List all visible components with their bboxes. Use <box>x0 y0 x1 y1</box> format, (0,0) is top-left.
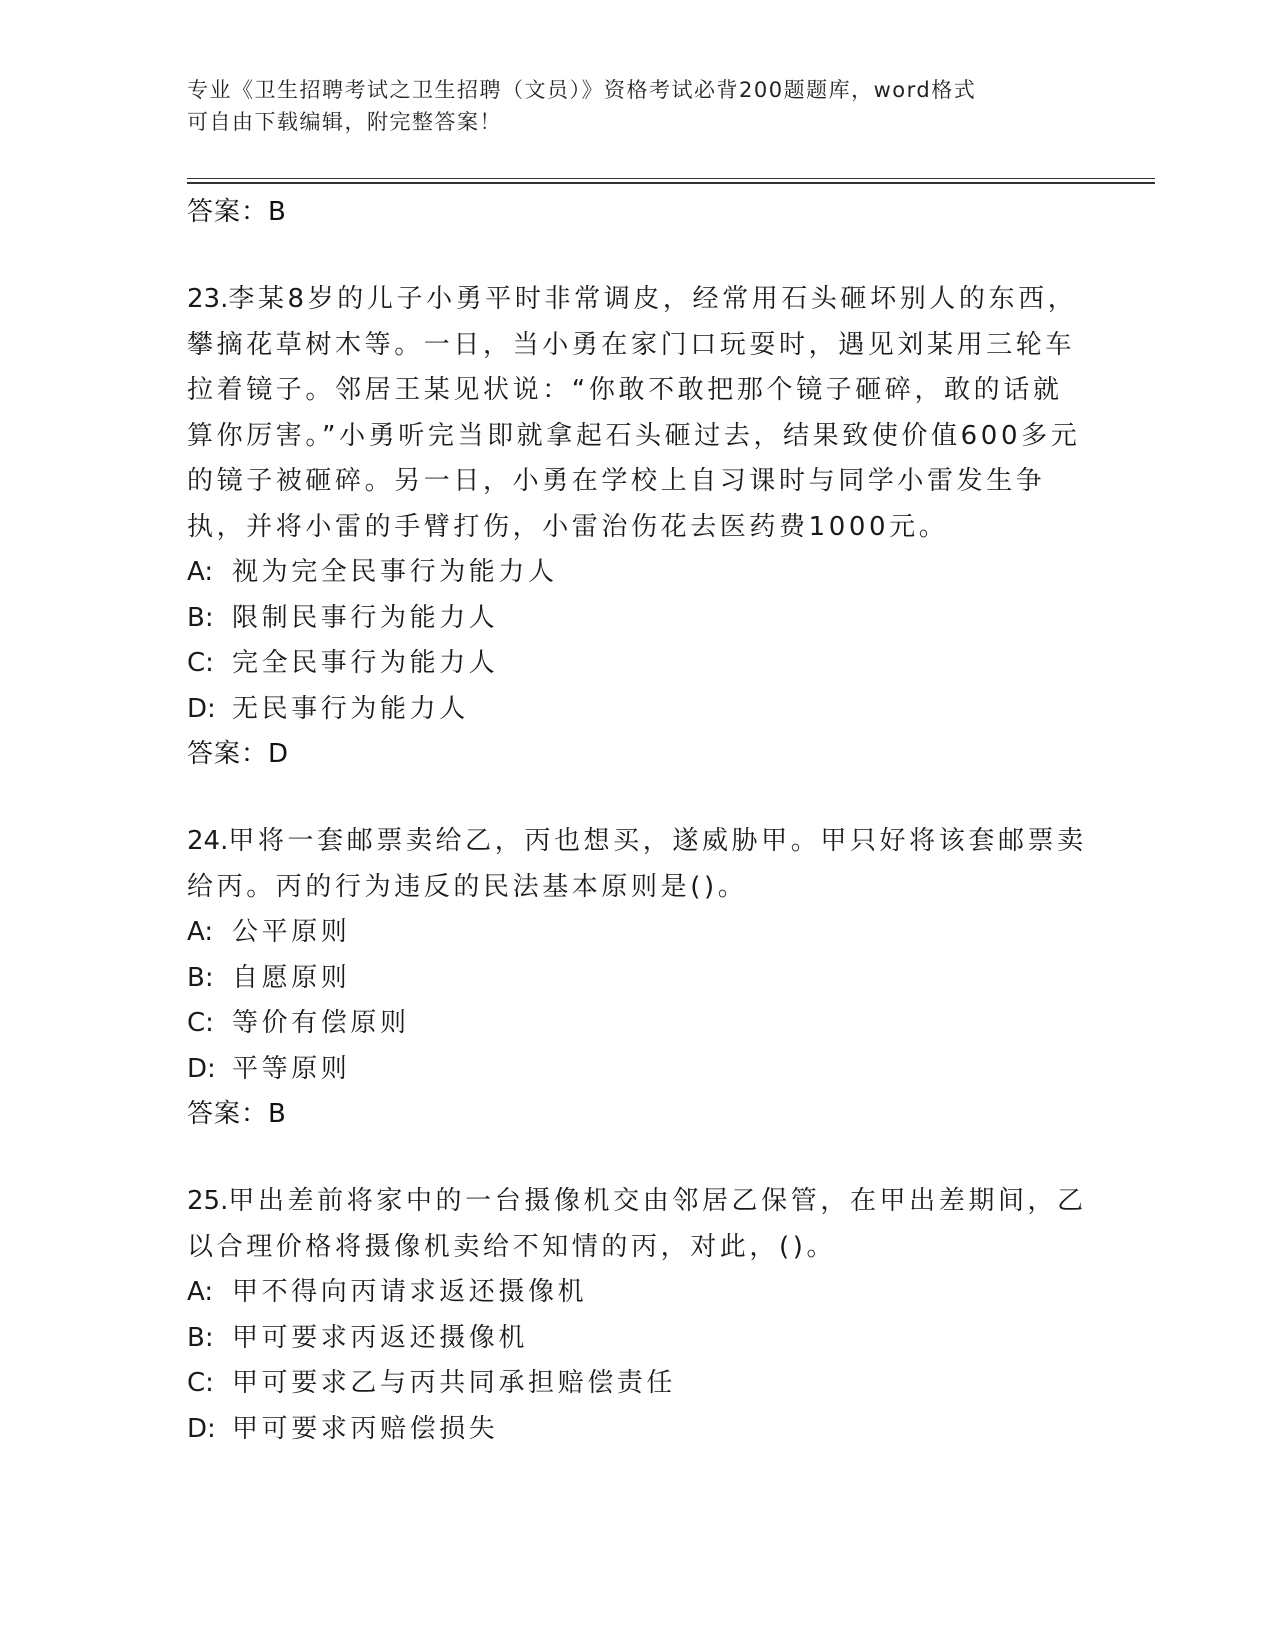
option-b <box>187 596 1087 642</box>
option-text: 甲可要求丙返还摄像机 <box>232 1322 529 1353</box>
option-d <box>187 1407 1087 1453</box>
question-number: 23. <box>187 284 229 314</box>
option-text: 视为完全民事行为能力人 <box>232 557 558 587</box>
option-b <box>187 1316 1087 1362</box>
option-letter: B: <box>187 1322 214 1353</box>
exam-content <box>187 190 1087 1452</box>
question-text: 李某8岁的儿子小勇平时非常调皮，经常用石头砸坏别人的东西，攀摘花草树木等。一日，当小勇在家门口玩耍时，遇见刘某用三轮车拉着镜子。邻居王某见状说：“你敢不敢把那个镜子砸碎，敢的话就算你厉害。”小勇听完当即就拿起石头砸过去，结果致使价值600多元的镜子被砸碎。另一日，小勇在学校上自习课时与同学小雷发生争执，并将小雷的手臂打伤，小雷治伤花去医药费1000元。 <box>187 284 1081 542</box>
option-letter: A: <box>187 557 214 587</box>
header-divider-thick <box>187 182 1155 184</box>
option-text: 甲可要求乙与丙共同承担赔偿责任 <box>232 1368 677 1398</box>
option-text: 等价有偿原则 <box>232 1008 410 1038</box>
header-divider <box>187 178 1155 179</box>
option-text: 平等原则 <box>232 1053 351 1084</box>
question-25 <box>187 1179 1087 1452</box>
option-letter: C: <box>187 648 214 678</box>
option-letter: B: <box>187 602 214 633</box>
option-d <box>187 687 1087 733</box>
question-number: 25. <box>187 1186 229 1216</box>
option-text: 甲不得向丙请求返还摄像机 <box>232 1277 588 1307</box>
question-text: 甲出差前将家中的一台摄像机交由邻居乙保管，在甲出差期间，乙以合理价格将摄像机卖给不知情的丙，对此，()。 <box>187 1186 1087 1262</box>
option-a <box>187 550 1087 596</box>
option-letter: A: <box>187 917 214 947</box>
option-text: 无民事行为能力人 <box>232 693 469 724</box>
option-a <box>187 1270 1087 1316</box>
option-letter: A: <box>187 1277 214 1307</box>
option-text: 甲可要求丙赔偿损失 <box>232 1413 499 1444</box>
question-23 <box>187 277 1087 776</box>
question-stem <box>187 277 1087 550</box>
option-text: 完全民事行为能力人 <box>232 648 499 678</box>
question-stem <box>187 1179 1087 1270</box>
option-a <box>187 910 1087 956</box>
option-c <box>187 1361 1087 1407</box>
header-line-1: 专业《卫生招聘考试之卫生招聘（文员）》资格考试必背200题题库，word格式 <box>187 78 977 102</box>
option-c <box>187 641 1087 687</box>
option-text: 限制民事行为能力人 <box>232 602 499 633</box>
question-stem <box>187 819 1087 910</box>
option-text: 公平原则 <box>232 917 351 947</box>
option-letter: D: <box>187 693 216 724</box>
answer-23: 答案：D <box>187 739 290 769</box>
answer-24: 答案：B <box>187 1099 287 1129</box>
option-letter: B: <box>187 962 214 993</box>
page-header <box>187 74 1087 138</box>
question-24 <box>187 819 1087 1136</box>
option-letter: D: <box>187 1053 216 1084</box>
question-text: 甲将一套邮票卖给乙，丙也想买，遂威胁甲。甲只好将该套邮票卖给丙。丙的行为违反的民法基本原则是()。 <box>187 826 1087 902</box>
option-letter: C: <box>187 1368 214 1398</box>
option-c <box>187 1001 1087 1047</box>
option-d <box>187 1047 1087 1093</box>
question-number: 24. <box>187 826 229 856</box>
option-text: 自愿原则 <box>232 962 351 993</box>
option-letter: D: <box>187 1413 216 1444</box>
header-line-2: 可自由下载编辑，附完整答案！ <box>187 110 502 134</box>
answer-22: 答案：B <box>187 197 287 227</box>
option-b <box>187 956 1087 1002</box>
option-letter: C: <box>187 1008 214 1038</box>
